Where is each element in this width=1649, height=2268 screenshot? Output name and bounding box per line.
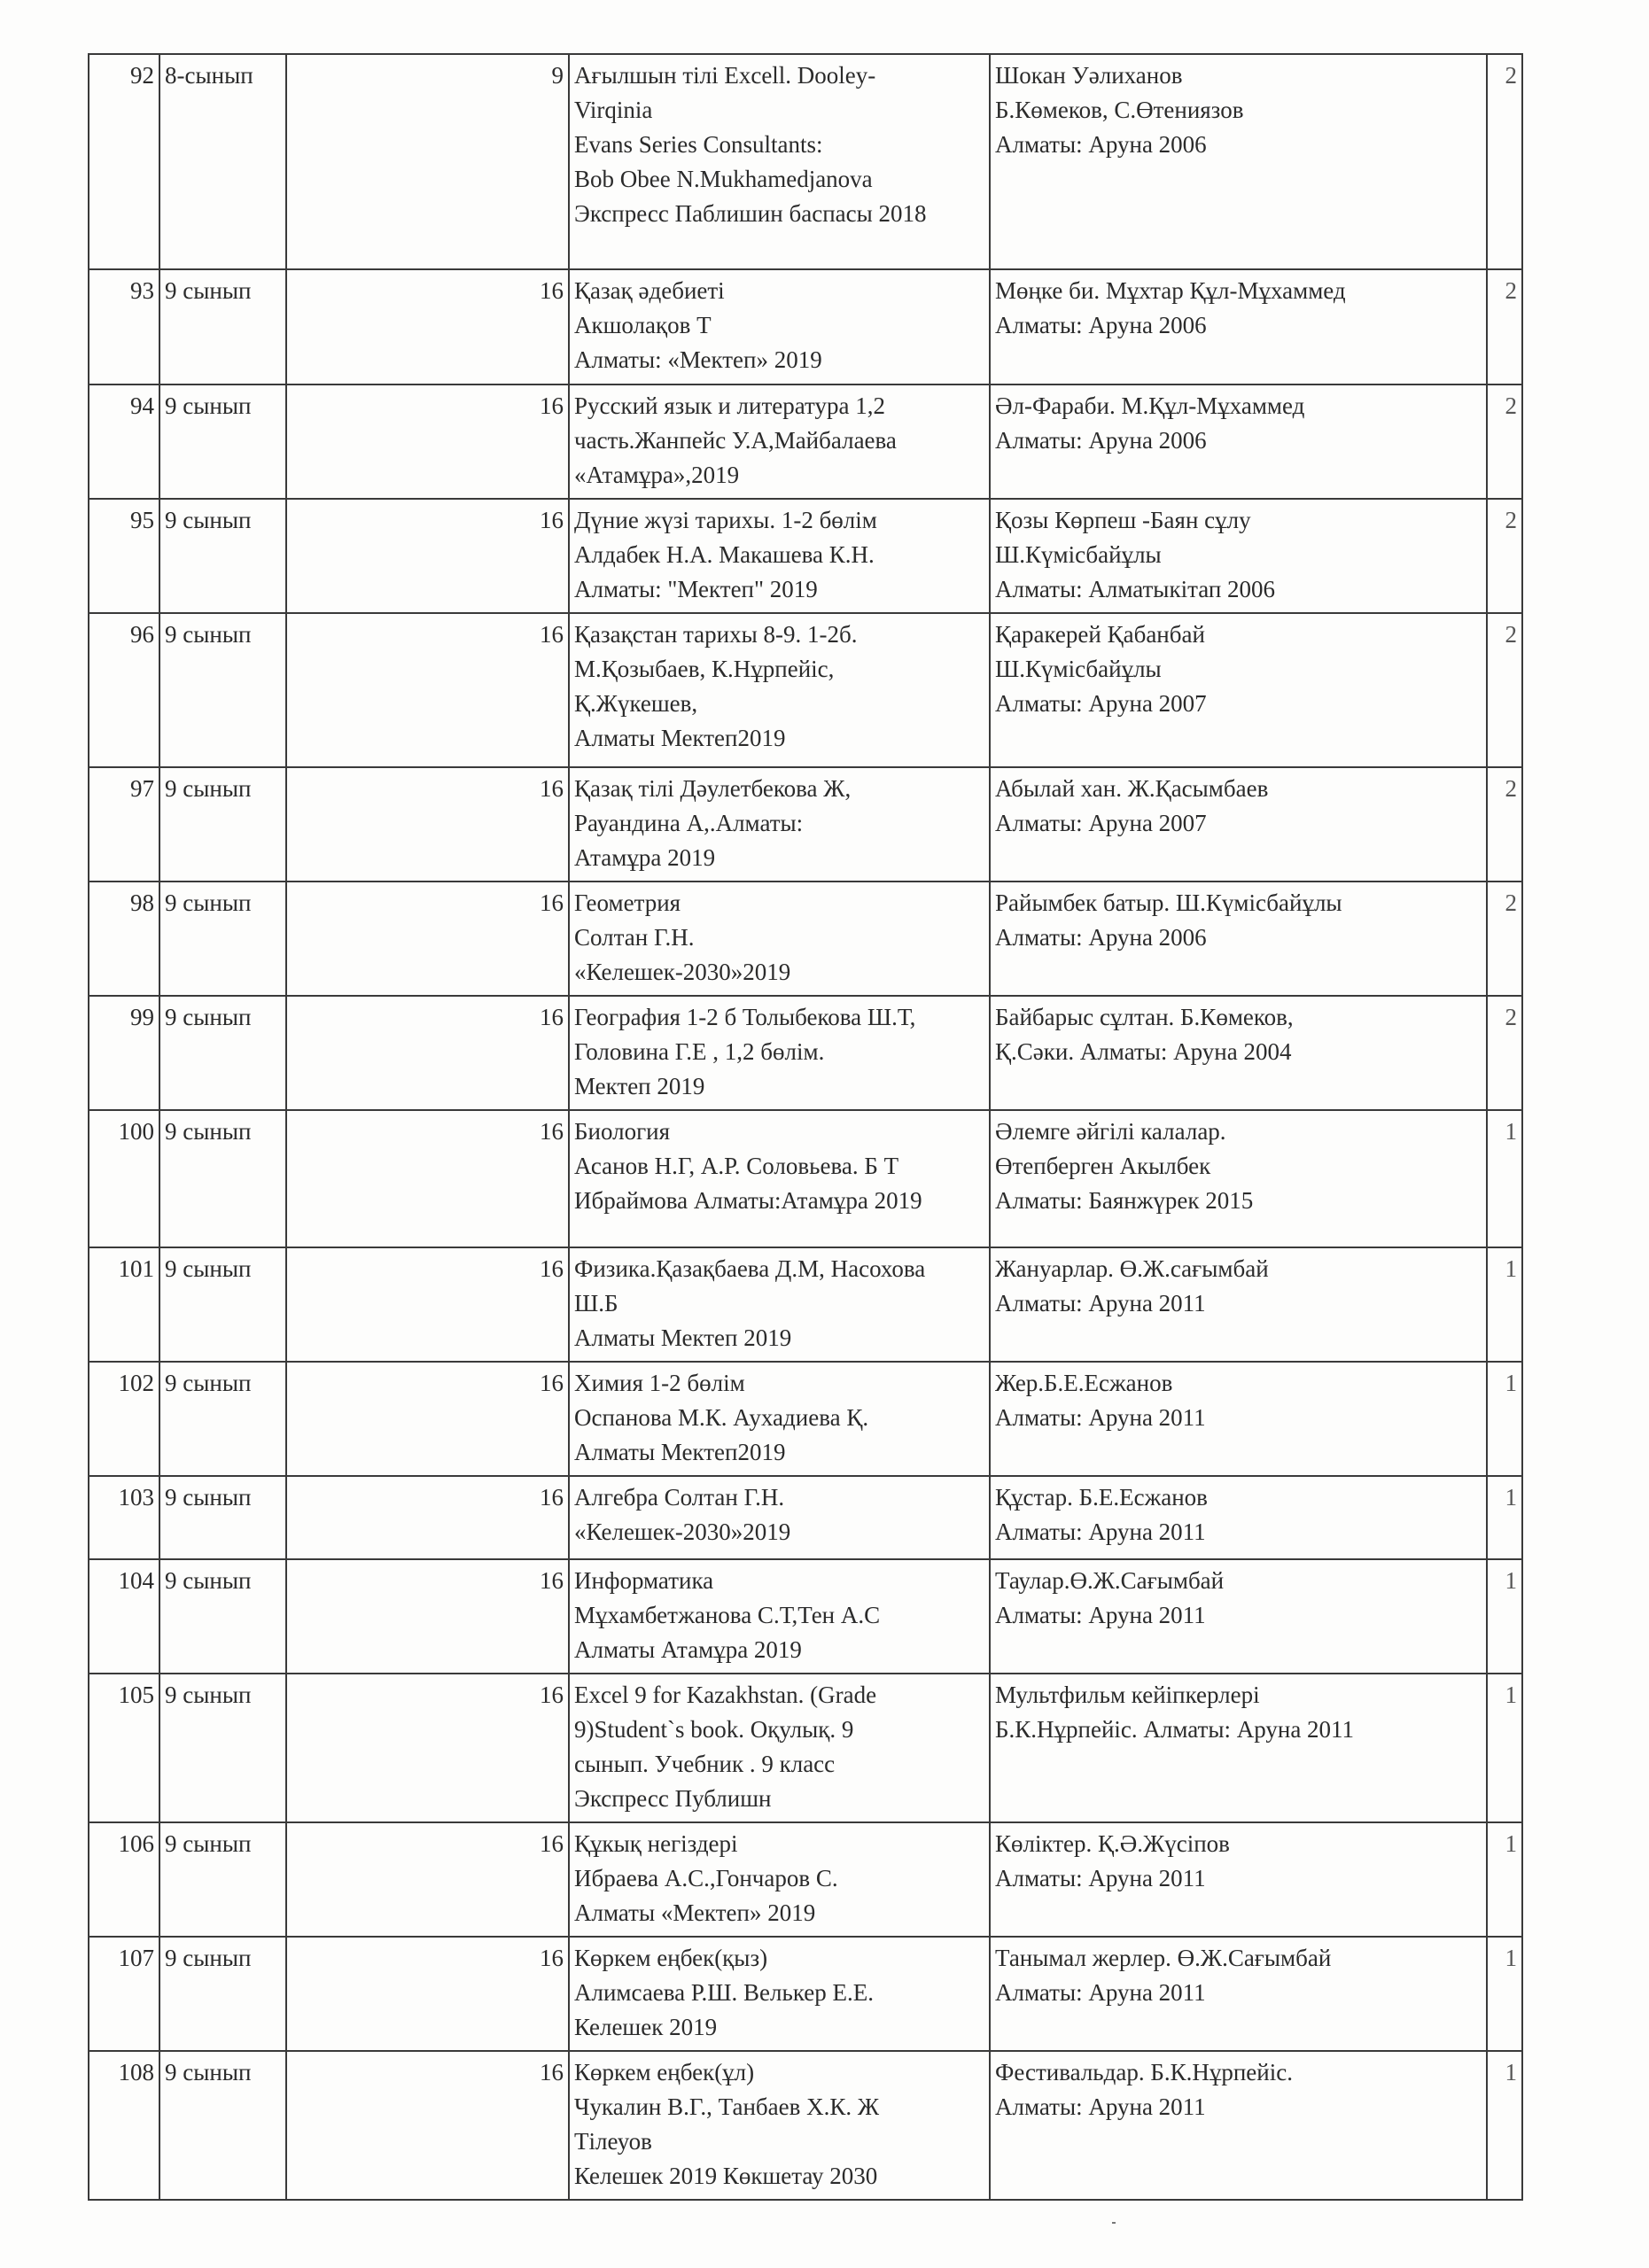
grade-cell: 9 сынып	[159, 1362, 286, 1476]
textbook-cell: Қазақстан тарихы 8-9. 1-2б. М.Қозыбаев, К.Нұрпейіс, Қ.Жүкешев, Алматы Мектеп2019	[569, 613, 990, 767]
scan-speck	[1112, 2222, 1116, 2224]
student-count: 16	[286, 1937, 569, 2051]
grade-cell: 9 сынып	[159, 499, 286, 613]
grade-cell: 9 сынып	[159, 613, 286, 767]
grade-cell: 9 сынып	[159, 1822, 286, 1937]
quantity-cell: 2	[1487, 882, 1522, 996]
textbook-cell: Қазақ тілі Дәулетбекова Ж, Рауандина А,.Алматы: Атамұра 2019	[569, 767, 990, 882]
grade-cell: 9 сынып	[159, 1247, 286, 1362]
textbook-cell: Көркем еңбек(қыз) Алимсаева Р.Ш. Велькер Е.Е. Келешек 2019	[569, 1937, 990, 2051]
textbook-cell: Русский язык и литература 1,2 часть.Жанпейс У.А,Майбалаева «Атамұра»,2019	[569, 384, 990, 499]
table-row	[89, 1110, 1522, 1247]
student-count: 9	[286, 54, 569, 269]
table-body	[89, 54, 1522, 2200]
student-count: 16	[286, 996, 569, 1110]
row-number: 101	[89, 1247, 159, 1362]
student-count: 16	[286, 1476, 569, 1559]
grade-cell: 9 сынып	[159, 1559, 286, 1674]
reference-book-cell: Фестивальдар. Б.К.Нұрпейіс. Алматы: Аруна 2011	[990, 2051, 1487, 2200]
table-row	[89, 1822, 1522, 1937]
textbook-cell: Көркем еңбек(ұл) Чукалин В.Г., Танбаев Х.К. Ж Тілеуов Келешек 2019 Көкшетау 2030	[569, 2051, 990, 2200]
student-count: 16	[286, 767, 569, 882]
student-count: 16	[286, 1247, 569, 1362]
table-row	[89, 1247, 1522, 1362]
table-row	[89, 1362, 1522, 1476]
quantity-cell: 1	[1487, 1937, 1522, 2051]
student-count: 16	[286, 1822, 569, 1937]
student-count: 16	[286, 613, 569, 767]
reference-book-cell: Қозы Көрпеш -Баян сұлу Ш.Күмісбайұлы Алматы: Алматыкітап 2006	[990, 499, 1487, 613]
grade-cell: 8-сынып	[159, 54, 286, 269]
grade-cell: 9 сынып	[159, 1476, 286, 1559]
student-count: 16	[286, 1674, 569, 1822]
reference-book-cell: Танымал жерлер. Ө.Ж.Сағымбай Алматы: Аруна 2011	[990, 1937, 1487, 2051]
table-row	[89, 1674, 1522, 1822]
grade-cell: 9 сынып	[159, 384, 286, 499]
quantity-cell: 2	[1487, 54, 1522, 269]
textbook-cell: Алгебра Солтан Г.Н. «Келешек-2030»2019	[569, 1476, 990, 1559]
textbook-cell: Қазақ әдебиеті Акшолақов Т Алматы: «Мектеп» 2019	[569, 269, 990, 384]
quantity-cell: 1	[1487, 1110, 1522, 1247]
row-number: 93	[89, 269, 159, 384]
student-count: 16	[286, 882, 569, 996]
table-row	[89, 54, 1522, 269]
reference-book-cell: Құстар. Б.Е.Есжанов Алматы: Аруна 2011	[990, 1476, 1487, 1559]
grade-cell: 9 сынып	[159, 996, 286, 1110]
quantity-cell: 1	[1487, 1362, 1522, 1476]
grade-cell: 9 сынып	[159, 767, 286, 882]
row-number: 107	[89, 1937, 159, 2051]
reference-book-cell: Жануарлар. Ө.Ж.сағымбай Алматы: Аруна 2011	[990, 1247, 1487, 1362]
quantity-cell: 2	[1487, 269, 1522, 384]
table-row	[89, 613, 1522, 767]
table-row	[89, 996, 1522, 1110]
reference-book-cell: Көліктер. Қ.Ә.Жүсіпов Алматы: Аруна 2011	[990, 1822, 1487, 1937]
textbook-cell: Құкық негіздері Ибраева А.С.,Гончаров С. Алматы «Мектеп» 2019	[569, 1822, 990, 1937]
table-row	[89, 882, 1522, 996]
reference-book-cell: Абылай хан. Ж.Қасымбаев Алматы: Аруна 2007	[990, 767, 1487, 882]
grade-cell: 9 сынып	[159, 269, 286, 384]
textbook-cell: Ағылшын тілі Excell. Dooley- Virqinia Evans Series Consultants: Bob Obee N.Mukhamedjanova Экспресс Паблишин баспасы 2018	[569, 54, 990, 269]
textbook-cell: Информатика Мұхамбетжанова С.Т,Тен А.С Алматы Атамұра 2019	[569, 1559, 990, 1674]
reference-book-cell: Жер.Б.Е.Есжанов Алматы: Аруна 2011	[990, 1362, 1487, 1476]
student-count: 16	[286, 1110, 569, 1247]
table-row	[89, 767, 1522, 882]
book-list-table	[88, 53, 1523, 2201]
table-row	[89, 2051, 1522, 2200]
table-row	[89, 384, 1522, 499]
student-count: 16	[286, 1559, 569, 1674]
grade-cell: 9 сынып	[159, 1110, 286, 1247]
student-count: 16	[286, 1362, 569, 1476]
reference-book-cell: Мультфильм кейіпкерлері Б.К.Нұрпейіс. Алматы: Аруна 2011	[990, 1674, 1487, 1822]
reference-book-cell: Райымбек батыр. Ш.Күмісбайұлы Алматы: Аруна 2006	[990, 882, 1487, 996]
reference-book-cell: Мөңке би. Мұхтар Құл-Мұхаммед Алматы: Аруна 2006	[990, 269, 1487, 384]
row-number: 94	[89, 384, 159, 499]
grade-cell: 9 сынып	[159, 2051, 286, 2200]
row-number: 95	[89, 499, 159, 613]
table-row	[89, 1559, 1522, 1674]
row-number: 108	[89, 2051, 159, 2200]
quantity-cell: 2	[1487, 996, 1522, 1110]
row-number: 99	[89, 996, 159, 1110]
student-count: 16	[286, 499, 569, 613]
textbook-cell: Химия 1-2 бөлім Оспанова М.К. Аухадиева Қ. Алматы Мектеп2019	[569, 1362, 990, 1476]
reference-book-cell: Шокан Уәлиханов Б.Көмеков, С.Өтениязов Алматы: Аруна 2006	[990, 54, 1487, 269]
textbook-cell: География 1-2 б Толыбекова Ш.Т, Головина Г.Е , 1,2 бөлім. Мектеп 2019	[569, 996, 990, 1110]
table-row	[89, 1937, 1522, 2051]
table-row	[89, 1476, 1522, 1559]
student-count: 16	[286, 269, 569, 384]
row-number: 100	[89, 1110, 159, 1247]
quantity-cell: 2	[1487, 499, 1522, 613]
reference-book-cell: Әлемге әйгілі калалар. Өтепберген Акылбек Алматы: Баянжүрек 2015	[990, 1110, 1487, 1247]
student-count: 16	[286, 2051, 569, 2200]
row-number: 104	[89, 1559, 159, 1674]
quantity-cell: 1	[1487, 1247, 1522, 1362]
grade-cell: 9 сынып	[159, 1937, 286, 2051]
textbook-cell: Геометрия Солтан Г.Н. «Келешек-2030»2019	[569, 882, 990, 996]
student-count: 16	[286, 384, 569, 499]
quantity-cell: 1	[1487, 2051, 1522, 2200]
row-number: 92	[89, 54, 159, 269]
table-row	[89, 499, 1522, 613]
grade-cell: 9 сынып	[159, 1674, 286, 1822]
quantity-cell: 1	[1487, 1822, 1522, 1937]
row-number: 105	[89, 1674, 159, 1822]
textbook-cell: Excel 9 for Kazakhstan. (Grade 9)Student`s book. Оқулық. 9 сынып. Учебник . 9 класс Экспресс Публишн	[569, 1674, 990, 1822]
quantity-cell: 1	[1487, 1674, 1522, 1822]
reference-book-cell: Қаракерей Қабанбай Ш.Күмісбайұлы Алматы: Аруна 2007	[990, 613, 1487, 767]
row-number: 96	[89, 613, 159, 767]
reference-book-cell: Таулар.Ө.Ж.Сағымбай Алматы: Аруна 2011	[990, 1559, 1487, 1674]
quantity-cell: 2	[1487, 613, 1522, 767]
row-number: 103	[89, 1476, 159, 1559]
textbook-cell: Физика.Қазақбаева Д.М, Насохова Ш.Б Алматы Мектеп 2019	[569, 1247, 990, 1362]
table-row	[89, 269, 1522, 384]
textbook-cell: Дүние жүзі тарихы. 1-2 бөлім Алдабек Н.А. Макашева К.Н. Алматы: "Мектеп" 2019	[569, 499, 990, 613]
row-number: 98	[89, 882, 159, 996]
reference-book-cell: Әл-Фараби. М.Құл-Мұхаммед Алматы: Аруна 2006	[990, 384, 1487, 499]
row-number: 106	[89, 1822, 159, 1937]
quantity-cell: 2	[1487, 384, 1522, 499]
quantity-cell: 1	[1487, 1559, 1522, 1674]
row-number: 97	[89, 767, 159, 882]
row-number: 102	[89, 1362, 159, 1476]
textbook-cell: Биология Асанов Н.Г, А.Р. Соловьева. Б Т Ибраймова Алматы:Атамұра 2019	[569, 1110, 990, 1247]
quantity-cell: 2	[1487, 767, 1522, 882]
quantity-cell: 1	[1487, 1476, 1522, 1559]
reference-book-cell: Байбарыс сұлтан. Б.Көмеков, Қ.Сәки. Алматы: Аруна 2004	[990, 996, 1487, 1110]
grade-cell: 9 сынып	[159, 882, 286, 996]
